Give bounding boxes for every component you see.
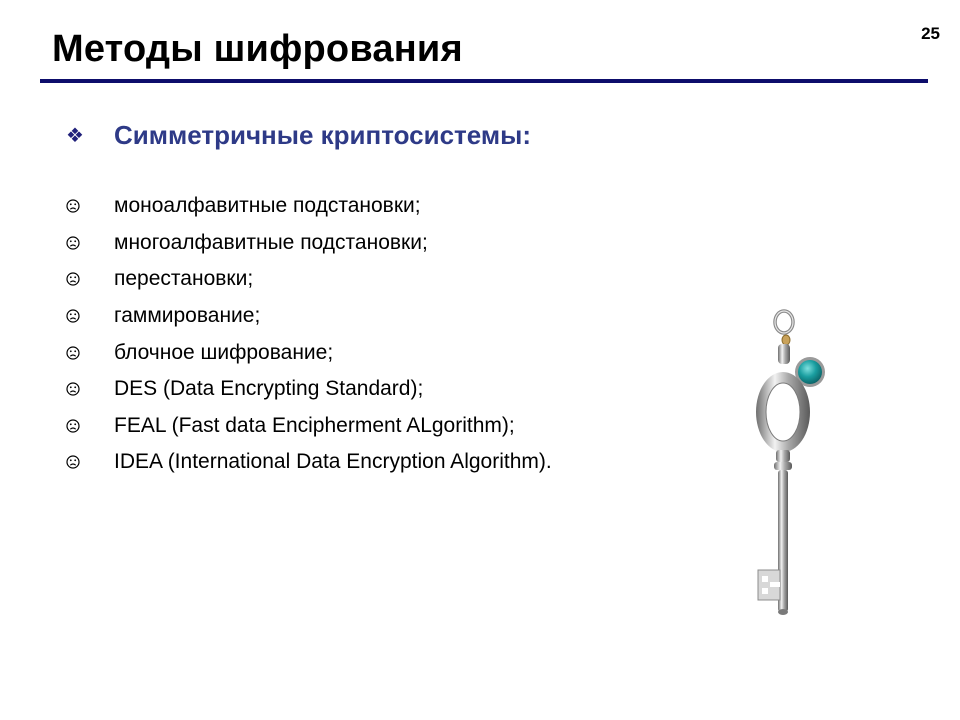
frown-face-icon [66, 382, 114, 396]
slide-title: Методы шифрования [52, 28, 463, 70]
frown-face-icon [66, 419, 114, 433]
frown-face-icon [66, 236, 114, 250]
list-item-text: FEAL (Fast data Encipherment ALgorithm); [114, 413, 515, 437]
key-image [740, 308, 840, 620]
list-item [66, 298, 552, 335]
diamond-bullet-icon: ❖ [66, 124, 84, 147]
frown-face-icon [66, 272, 114, 286]
list-item [66, 188, 552, 225]
list-item-text: IDEA (International Data Encryption Algorithm). [114, 450, 552, 474]
list-item-text: перестановки; [114, 267, 254, 291]
list-item [66, 334, 552, 371]
frown-face-icon [66, 455, 114, 469]
frown-face-icon [66, 199, 114, 213]
list-item [66, 261, 552, 298]
frown-face-icon [66, 309, 114, 323]
list-item-text: многоалфавитные подстановки; [114, 230, 428, 254]
list-item-text: моноалфавитные подстановки; [114, 194, 421, 218]
list-item [66, 408, 552, 445]
section-heading-text: Симметричные криптосистемы: [114, 120, 531, 150]
frown-face-icon [66, 346, 114, 360]
list-item-text: блочное шифрование; [114, 340, 334, 364]
list-item-text: DES (Data Encrypting Standard); [114, 377, 424, 401]
slide-number: 25 [921, 24, 940, 43]
list-item [66, 225, 552, 262]
list-item [66, 371, 552, 408]
title-underline [40, 79, 928, 83]
list-item [66, 444, 552, 481]
methods-list [66, 188, 552, 481]
section-heading [66, 120, 531, 151]
list-item-text: гаммирование; [114, 304, 261, 328]
